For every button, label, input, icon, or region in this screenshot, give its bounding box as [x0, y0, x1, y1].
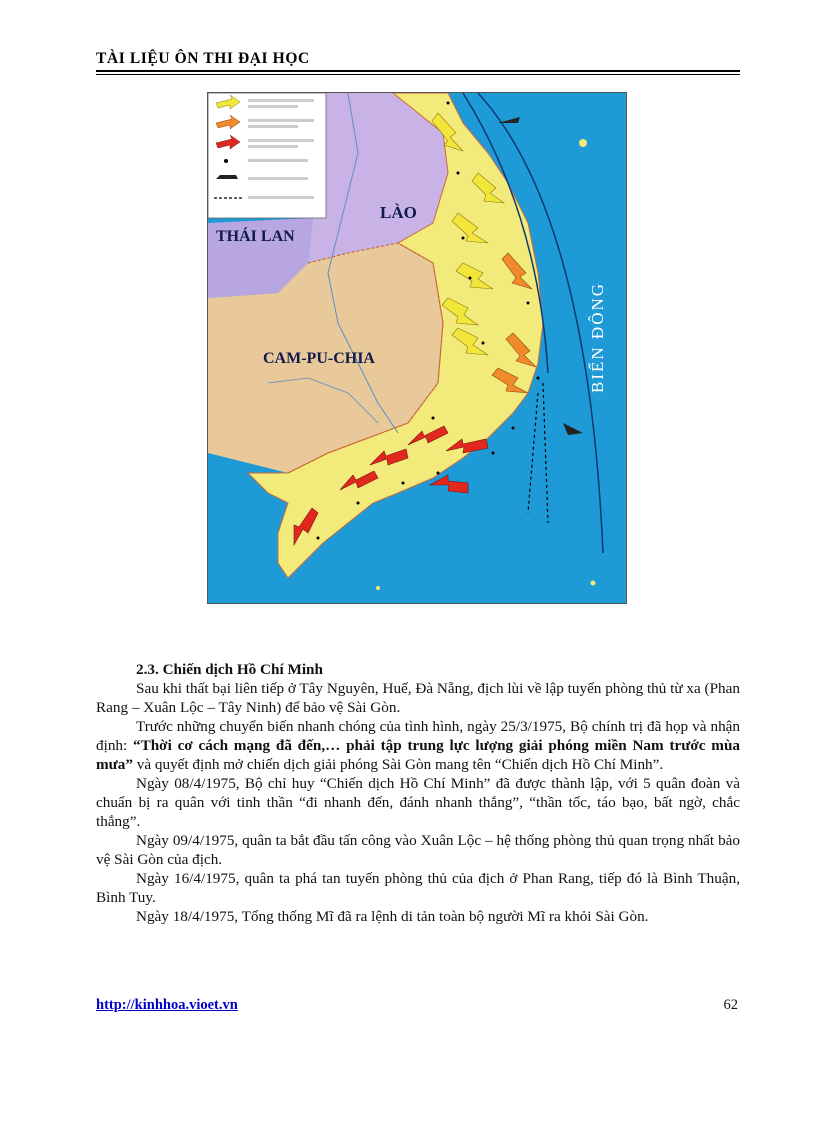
- legend-text-9: [248, 196, 314, 199]
- map-svg: [208, 93, 626, 603]
- header-title: TÀI LIỆU ÔN THI ĐẠI HỌC: [96, 50, 310, 67]
- paragraph-command: Ngày 08/4/1975, Bộ chỉ huy “Chiến dịch Hồ Chí Minh” đã được thành lập, với 5 quân đoàn và chuẩn bị ra quân với tinh thần “đi nhanh đến, đánh nhanh thắng”, “thần tốc, táo bạo, bất ngờ, chắc thắng”.: [96, 775, 740, 830]
- decision-tail: và quyết định mở chiến dịch giải phóng Sài Gòn mang tên “Chiến dịch Hồ Chí Minh”.: [132, 756, 664, 773]
- legend-text-3: [248, 119, 314, 122]
- thailand-label: THÁI LAN: [216, 228, 295, 245]
- header-rule-thick: [96, 70, 740, 72]
- decision-quote: “Thời cơ cách mạng đã đến,… phải tập trung lực lượng giải phóng miền Nam trước mùa mưa”: [96, 737, 740, 773]
- legend-text-8: [248, 177, 308, 180]
- paragraph-evacuation: Ngày 18/4/1975, Tổng thống Mĩ đã ra lệnh di tản toàn bộ người Mĩ ra khỏi Sài Gòn.: [136, 908, 649, 925]
- legend-text-2: [248, 105, 298, 108]
- header-rule-thin: [96, 74, 740, 75]
- laos-label: LÀO: [380, 203, 417, 222]
- con-dao-island: [376, 586, 380, 590]
- section-heading: 2.3. Chiến dịch Hồ Chí Minh: [136, 661, 323, 678]
- hoang-sa-islands: [579, 139, 587, 147]
- legend-text-4: [248, 125, 298, 128]
- truong-sa-islands: [591, 581, 596, 586]
- section-body: [96, 660, 740, 926]
- footer-link[interactable]: http://kinhhoa.vioet.vn: [96, 997, 238, 1013]
- cambodia-label: CAM-PU-CHIA: [263, 350, 375, 367]
- legend-city-dot: [224, 159, 228, 163]
- paragraph-phan-rang: Ngày 16/4/1975, quân ta phá tan tuyến phòng thủ của địch ở Phan Rang, tiếp đó là Bình Thuận, Bình Tuy.: [96, 870, 740, 906]
- paragraph-decision: [96, 717, 740, 774]
- legend-text-1: [248, 99, 314, 102]
- paragraph-xuan-loc: Ngày 09/4/1975, quân ta bắt đầu tấn công vào Xuân Lộc – hệ thống phòng thủ quan trọng nhất bảo vệ Sài Gòn của địch.: [96, 832, 740, 868]
- decision-lead: Trước những chuyển biến nhanh chóng của tình hình, ngày 25/3/1975, Bộ chính trị đã họp và nhận định:: [96, 718, 740, 754]
- east-sea-label: BIỂN ĐÔNG: [588, 281, 607, 393]
- page-number: 62: [723, 997, 738, 1013]
- legend-text-6: [248, 145, 298, 148]
- paragraph-retreat: Sau khi thất bại liên tiếp ở Tây Nguyên, Huế, Đà Nẵng, địch lùi về lập tuyến phòng thủ từ xa (Phan Rang – Xuân Lộc – Tây Ninh) để bảo vệ Sài Gòn.: [96, 680, 740, 716]
- page-header: [96, 50, 740, 68]
- legend-text-5: [248, 139, 314, 142]
- campaign-map: [207, 92, 627, 604]
- map-legend: [208, 93, 326, 218]
- legend-text-7: [248, 159, 308, 162]
